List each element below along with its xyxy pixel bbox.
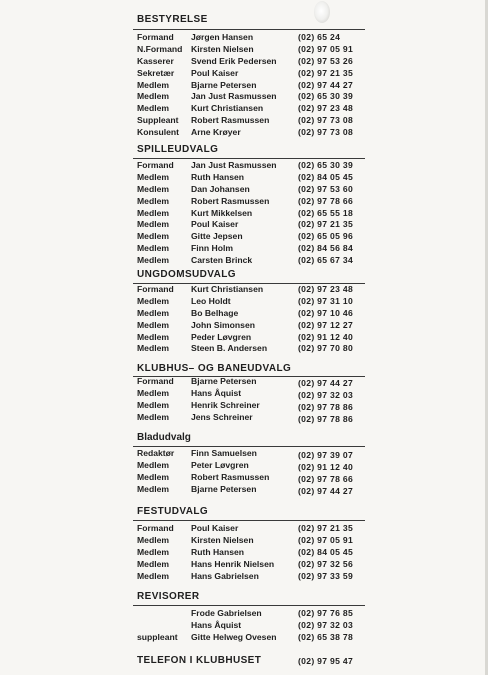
member-name: Arne Krøyer xyxy=(191,127,241,138)
member-role: Konsulent xyxy=(137,127,180,138)
member-row xyxy=(0,400,488,412)
member-row xyxy=(0,184,488,196)
member-phone: (02) 97 39 07 xyxy=(298,450,354,460)
member-name: Finn Samuelsen xyxy=(191,448,257,458)
member-name: Peter Løvgren xyxy=(191,459,249,470)
member-name: Kurt Christiansen xyxy=(191,284,264,294)
member-name: Dan Johansen xyxy=(191,183,250,194)
member-role: Formand xyxy=(137,284,174,294)
member-role: Medlem xyxy=(137,558,169,569)
member-phone: (02) 97 76 85 xyxy=(298,608,354,618)
member-role: Medlem xyxy=(137,183,169,194)
member-phone: (02) 97 23 48 xyxy=(298,284,354,294)
member-row xyxy=(0,231,488,243)
member-role: N.Formand xyxy=(137,43,183,54)
member-role: suppleant xyxy=(137,631,178,642)
member-phone: (02) 97 05 91 xyxy=(298,43,354,54)
member-name: Robert Rasmussen xyxy=(191,115,270,126)
member-name: Kirsten Nielsen xyxy=(191,534,254,545)
member-role: Medlem xyxy=(137,91,169,102)
member-row xyxy=(0,91,488,103)
member-role: Medlem xyxy=(137,546,169,557)
member-role: Medlem xyxy=(137,387,169,398)
member-name: Leo Holdt xyxy=(191,295,231,306)
member-row xyxy=(0,115,488,127)
member-role: Medlem xyxy=(137,319,169,330)
member-role: Medlem xyxy=(137,195,169,206)
member-role: Medlem xyxy=(137,399,169,410)
member-phone: (02) 97 21 35 xyxy=(298,219,354,230)
member-row xyxy=(0,472,488,484)
member-row xyxy=(0,559,488,571)
member-name: Jørgen Hansen xyxy=(191,32,254,42)
member-role: Medlem xyxy=(137,411,169,422)
member-row xyxy=(0,376,488,388)
member-phone: (02) 65 30 39 xyxy=(298,160,354,170)
member-phone: (02) 97 12 27 xyxy=(298,319,354,330)
member-role: Medlem xyxy=(137,103,169,114)
member-name: Jens Schreiner xyxy=(191,411,253,422)
section-rule xyxy=(133,29,365,30)
member-name: Bo Belhage xyxy=(191,307,239,318)
member-name: Hans Åquist xyxy=(191,387,242,398)
member-name: Carsten Brinck xyxy=(191,255,253,266)
member-role: Formand xyxy=(137,376,174,386)
member-name: Poul Kaiser xyxy=(191,523,239,533)
member-row xyxy=(0,196,488,208)
member-name: Gitte Jepsen xyxy=(191,231,243,242)
section-heading: KLUBHUS– OG BANEUDVALG xyxy=(137,363,292,374)
member-name: Kurt Christiansen xyxy=(191,103,264,114)
member-name: Jan Just Rasmussen xyxy=(191,160,277,170)
member-phone: (02) 84 05 45 xyxy=(298,171,354,182)
member-phone: (02) 97 23 48 xyxy=(298,103,354,114)
member-phone: (02) 97 70 80 xyxy=(298,343,354,354)
section-heading: Bladudvalg xyxy=(137,432,191,443)
member-role: Medlem xyxy=(137,231,169,242)
member-row xyxy=(0,412,488,424)
member-row xyxy=(0,547,488,559)
member-role: Medlem xyxy=(137,79,169,90)
member-name: Svend Erik Pedersen xyxy=(191,55,277,66)
member-phone: (02) 65 38 78 xyxy=(298,631,354,642)
member-name: Bjarne Petersen xyxy=(191,376,257,386)
member-role: Formand xyxy=(137,160,174,170)
member-name: Steen B. Andersen xyxy=(191,343,268,354)
member-row xyxy=(0,80,488,92)
member-row xyxy=(0,56,488,68)
member-phone: (02) 97 44 27 xyxy=(298,79,354,90)
member-phone: (02) 91 12 40 xyxy=(298,331,354,342)
member-name: Kurt Mikkelsen xyxy=(191,207,253,218)
telefon-heading: TELEFON I KLUBHUSET xyxy=(137,655,262,666)
member-name: Robert Rasmussen xyxy=(191,195,270,206)
member-phone: (02) 97 73 08 xyxy=(298,115,354,126)
section-heading: BESTYRELSE xyxy=(137,14,208,25)
member-phone: (02) 91 12 40 xyxy=(298,461,354,472)
member-role: Medlem xyxy=(137,243,169,254)
member-name: Bjarne Petersen xyxy=(191,79,257,90)
member-row xyxy=(0,484,488,496)
member-phone: (02) 97 78 86 xyxy=(298,401,354,412)
member-row xyxy=(0,460,488,472)
member-name: Poul Kaiser xyxy=(191,67,239,78)
member-row xyxy=(0,388,488,400)
member-role: Redaktør xyxy=(137,448,175,458)
member-phone: (02) 65 30 39 xyxy=(298,91,354,102)
member-role: Formand xyxy=(137,32,174,42)
member-row xyxy=(0,68,488,80)
member-phone: (02) 84 56 84 xyxy=(298,243,354,254)
member-role: Medlem xyxy=(137,255,169,266)
member-name: Poul Kaiser xyxy=(191,219,239,230)
member-row xyxy=(0,172,488,184)
member-phone: (02) 97 44 27 xyxy=(298,485,354,496)
member-phone: (02) 84 05 45 xyxy=(298,546,354,557)
member-name: Henrik Schreiner xyxy=(191,399,260,410)
member-role: Medlem xyxy=(137,307,169,318)
section-rule xyxy=(133,605,365,606)
member-phone: (02) 97 05 91 xyxy=(298,534,354,545)
member-role: Medlem xyxy=(137,331,169,342)
member-row xyxy=(0,103,488,115)
member-phone: (02) 97 78 66 xyxy=(298,195,354,206)
member-row xyxy=(0,571,488,583)
member-role: Medlem xyxy=(137,534,169,545)
member-name: Bjarne Petersen xyxy=(191,483,257,494)
member-phone: (02) 97 33 59 xyxy=(298,570,354,581)
member-phone: (02) 97 53 60 xyxy=(298,183,354,194)
member-row xyxy=(0,332,488,344)
member-name: Peder Løvgren xyxy=(191,331,252,342)
member-row xyxy=(0,620,488,632)
member-phone: (02) 97 32 56 xyxy=(298,558,354,569)
section-rule xyxy=(133,446,365,447)
member-phone: (02) 97 31 10 xyxy=(298,295,354,306)
member-role: Kasserer xyxy=(137,55,174,66)
member-phone: (02) 65 24 xyxy=(298,32,341,42)
member-row xyxy=(0,208,488,220)
member-name: Robert Rasmussen xyxy=(191,471,270,482)
section-heading: FESTUDVALG xyxy=(137,506,209,517)
member-role: Medlem xyxy=(137,570,169,581)
member-role: Medlem xyxy=(137,171,169,182)
telefon-phone: (02) 97 95 47 xyxy=(298,656,354,666)
member-name: Hans Henrik Nielsen xyxy=(191,558,275,569)
member-name: John Simonsen xyxy=(191,319,255,330)
section-heading: SPILLEUDVALG xyxy=(137,144,219,155)
member-phone: (02) 97 73 08 xyxy=(298,127,354,138)
member-name: Hans Gabrielsen xyxy=(191,570,259,581)
member-name: Kirsten Nielsen xyxy=(191,43,254,54)
member-row xyxy=(0,44,488,56)
member-row xyxy=(0,608,488,620)
member-name: Frode Gabrielsen xyxy=(191,608,262,618)
member-phone: (02) 97 32 03 xyxy=(298,389,354,400)
member-name: Hans Åquist xyxy=(191,619,242,630)
section-heading: REVISORER xyxy=(137,591,200,602)
member-row xyxy=(0,308,488,320)
member-phone: (02) 97 78 66 xyxy=(298,473,354,484)
member-phone: (02) 65 67 34 xyxy=(298,255,354,266)
member-role: Formand xyxy=(137,523,174,533)
member-phone: (02) 97 32 03 xyxy=(298,619,354,630)
member-role: Sekretær xyxy=(137,67,175,78)
member-phone: (02) 65 05 96 xyxy=(298,231,354,242)
member-role: Medlem xyxy=(137,295,169,306)
member-phone: (02) 97 21 35 xyxy=(298,523,354,533)
member-role: Suppleant xyxy=(137,115,179,126)
member-row xyxy=(0,343,488,355)
member-name: Ruth Hansen xyxy=(191,546,244,557)
section-rule xyxy=(133,520,365,521)
member-name: Gitte Helweg Ovesen xyxy=(191,631,277,642)
member-row xyxy=(0,284,488,296)
member-role: Medlem xyxy=(137,471,169,482)
member-phone: (02) 97 44 27 xyxy=(298,378,354,388)
member-row xyxy=(0,632,488,644)
member-phone: (02) 97 78 86 xyxy=(298,413,354,424)
member-role: Medlem xyxy=(137,343,169,354)
member-phone: (02) 97 53 26 xyxy=(298,55,354,66)
member-row xyxy=(0,448,488,460)
member-row xyxy=(0,219,488,231)
punch-hole xyxy=(314,1,330,23)
member-phone: (02) 65 55 18 xyxy=(298,207,354,218)
member-role: Medlem xyxy=(137,219,169,230)
member-name: Finn Holm xyxy=(191,243,234,254)
member-phone: (02) 97 10 46 xyxy=(298,307,354,318)
member-row xyxy=(0,255,488,267)
member-role: Medlem xyxy=(137,207,169,218)
member-row xyxy=(0,127,488,139)
member-row xyxy=(0,243,488,255)
member-row xyxy=(0,296,488,308)
member-row xyxy=(0,523,488,535)
member-name: Jan Just Rasmussen xyxy=(191,91,277,102)
member-row xyxy=(0,160,488,172)
section-heading: UNGDOMSUDVALG xyxy=(137,269,236,280)
member-row xyxy=(0,535,488,547)
member-phone: (02) 97 21 35 xyxy=(298,67,354,78)
member-role: Medlem xyxy=(137,483,169,494)
member-role: Medlem xyxy=(137,459,169,470)
member-name: Ruth Hansen xyxy=(191,171,244,182)
member-row xyxy=(0,32,488,44)
section-rule xyxy=(133,158,365,159)
member-row xyxy=(0,320,488,332)
